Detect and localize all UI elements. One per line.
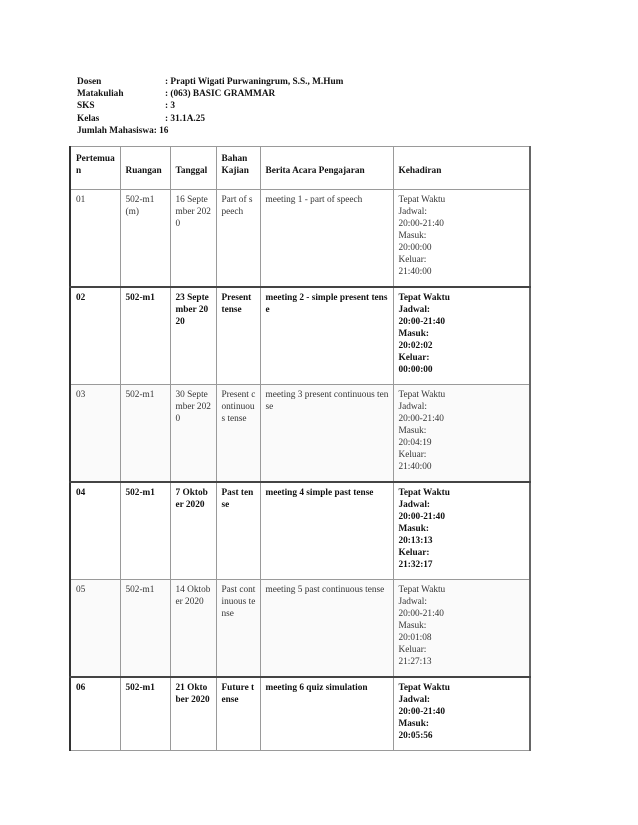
matakuliah-value: : (063) BASIC GRAMMAR [165, 89, 276, 100]
kehadiran-status: Tepat Waktu [398, 585, 446, 595]
kehadiran-keluar-value: 21:40:00 [398, 462, 432, 472]
cell-berita-acara: meeting 1 - part of speech [260, 190, 393, 288]
cell-bahan-kajian: Present continuous tense [216, 385, 260, 483]
cell-tanggal: 16 September 2020 [170, 190, 216, 288]
kehadiran-keluar-value: 21:27:13 [398, 657, 432, 667]
table-row [70, 677, 530, 751]
cell-bahan-kajian: Past continuous tense [216, 580, 260, 678]
kehadiran-jadwal-value: 20:00-21:40 [398, 317, 445, 327]
kehadiran-keluar-value: 21:40:00 [398, 267, 432, 277]
kehadiran-masuk-label: Masuk: [398, 621, 427, 631]
kehadiran-keluar-label: Keluar: [398, 548, 430, 558]
cell-berita-acara: meeting 6 quiz simulation [260, 677, 393, 751]
kehadiran-masuk-label: Masuk: [398, 524, 429, 534]
matakuliah-label: Matakuliah [77, 89, 124, 100]
cell-bahan-kajian: Part of speech [216, 190, 260, 288]
cell-pertemuan: 06 [70, 677, 120, 751]
header-row-matakuliah [77, 88, 343, 100]
col-header-kehadiran [393, 147, 530, 190]
cell-ruangan: 502-m1 [120, 385, 170, 483]
kehadiran-status: Tepat Waktu [398, 683, 450, 693]
kehadiran-keluar-label: Keluar: [398, 255, 427, 265]
dosen-label: Dosen [77, 77, 102, 87]
cell-berita-acara: meeting 4 simple past tense [260, 482, 393, 580]
kehadiran-keluar-label: Keluar: [398, 645, 427, 655]
kehadiran-masuk-value: 20:13:13 [398, 536, 433, 546]
col-header-berita-acara-text: Berita Acara Pengajaran [265, 166, 365, 176]
cell-bahan-kajian: Future tense [216, 677, 260, 751]
col-header-pertemuan: Pertemuan [70, 147, 120, 190]
kehadiran-status: Tepat Waktu [398, 195, 446, 205]
kehadiran-masuk-label: Masuk: [398, 329, 429, 339]
table-row [70, 580, 530, 678]
cell-berita-acara: meeting 3 present continuous tense [260, 385, 393, 483]
dosen-value: : Prapti Wigati Purwaningrum, S.S., M.Hum [165, 77, 344, 87]
table-header-row [70, 147, 530, 190]
kehadiran-keluar-value: 00:00:00 [398, 365, 433, 375]
jumlah-label: Jumlah Mahasiswa [77, 125, 154, 136]
kehadiran-status: Tepat Waktu [398, 390, 446, 400]
kehadiran-jadwal-value: 20:00-21:40 [398, 707, 445, 717]
cell-kehadiran [393, 385, 530, 483]
cell-pertemuan: 01 [70, 190, 120, 288]
kehadiran-masuk-value: 20:02:02 [398, 341, 433, 351]
cell-pertemuan: 02 [70, 287, 120, 385]
report-header [77, 76, 343, 137]
col-header-tanggal [170, 147, 216, 190]
header-row-kelas [77, 113, 343, 125]
cell-kehadiran [393, 677, 530, 751]
kehadiran-masuk-value: 20:04:19 [398, 438, 432, 448]
cell-ruangan: 502-m1 [120, 287, 170, 385]
kehadiran-jadwal-label: Jadwal: [398, 695, 431, 705]
col-header-ruangan [120, 147, 170, 190]
table-row [70, 385, 530, 483]
cell-tanggal: 21 Oktober 2020 [170, 677, 216, 751]
cell-ruangan: 502-m1 [120, 677, 170, 751]
col-header-kehadiran-text: Kehadiran [398, 166, 442, 176]
jumlah-value: : 16 [153, 125, 169, 136]
kelas-value: : 31.1A.25 [165, 113, 206, 124]
cell-tanggal: 7 Oktober 2020 [170, 482, 216, 580]
cell-kehadiran [393, 287, 530, 385]
kehadiran-jadwal-value: 20:00-21:40 [398, 414, 444, 424]
kehadiran-masuk-label: Masuk: [398, 719, 429, 729]
cell-bahan-kajian: Present tense [216, 287, 260, 385]
header-row-jumlah [77, 125, 343, 137]
kehadiran-jadwal-label: Jadwal: [398, 207, 427, 217]
kehadiran-keluar-label: Keluar: [398, 353, 430, 363]
cell-bahan-kajian: Past tense [216, 482, 260, 580]
kehadiran-jadwal-label: Jadwal: [398, 500, 431, 510]
cell-pertemuan: 03 [70, 385, 120, 483]
col-header-ruangan-text: Ruangan [125, 166, 162, 176]
kehadiran-jadwal-label: Jadwal: [398, 402, 427, 412]
cell-tanggal: 14 Oktober 2020 [170, 580, 216, 678]
cell-berita-acara: meeting 2 - simple present tense [260, 287, 393, 385]
cell-berita-acara: meeting 5 past continuous tense [260, 580, 393, 678]
sks-value: : 3 [165, 101, 176, 112]
kehadiran-masuk-value: 20:05:56 [398, 731, 433, 741]
cell-ruangan: 502-m1 (m) [120, 190, 170, 288]
kelas-label: Kelas [77, 113, 100, 124]
attendance-table [69, 146, 531, 751]
kehadiran-jadwal-label: Jadwal: [398, 305, 431, 315]
header-row-sks [77, 100, 343, 112]
kehadiran-keluar-value: 21:32:17 [398, 560, 433, 570]
kehadiran-jadwal-label: Jadwal: [398, 597, 427, 607]
cell-tanggal: 23 September 2020 [170, 287, 216, 385]
kehadiran-masuk-label: Masuk: [398, 426, 427, 436]
col-header-berita-acara [260, 147, 393, 190]
cell-pertemuan: 05 [70, 580, 120, 678]
kehadiran-masuk-value: 20:01:08 [398, 633, 432, 643]
col-header-tanggal-text: Tanggal [175, 166, 208, 176]
header-row-dosen [77, 76, 343, 88]
kehadiran-status: Tepat Waktu [398, 488, 450, 498]
kehadiran-jadwal-value: 20:00-21:40 [398, 609, 444, 619]
table-row [70, 287, 530, 385]
cell-pertemuan: 04 [70, 482, 120, 580]
table-row [70, 482, 530, 580]
kehadiran-masuk-label: Masuk: [398, 231, 427, 241]
cell-ruangan: 502-m1 [120, 580, 170, 678]
table-row [70, 190, 530, 288]
cell-ruangan: 502-m1 [120, 482, 170, 580]
cell-tanggal: 30 September 2020 [170, 385, 216, 483]
cell-kehadiran [393, 482, 530, 580]
col-header-bahan-kajian: Bahan Kajian [216, 147, 260, 190]
kehadiran-jadwal-value: 20:00-21:40 [398, 219, 444, 229]
kehadiran-keluar-label: Keluar: [398, 450, 427, 460]
sks-label: SKS [77, 101, 95, 112]
cell-kehadiran [393, 190, 530, 288]
kehadiran-jadwal-value: 20:00-21:40 [398, 512, 445, 522]
cell-kehadiran [393, 580, 530, 678]
kehadiran-masuk-value: 20:00:00 [398, 243, 432, 253]
kehadiran-status: Tepat Waktu [398, 293, 450, 303]
